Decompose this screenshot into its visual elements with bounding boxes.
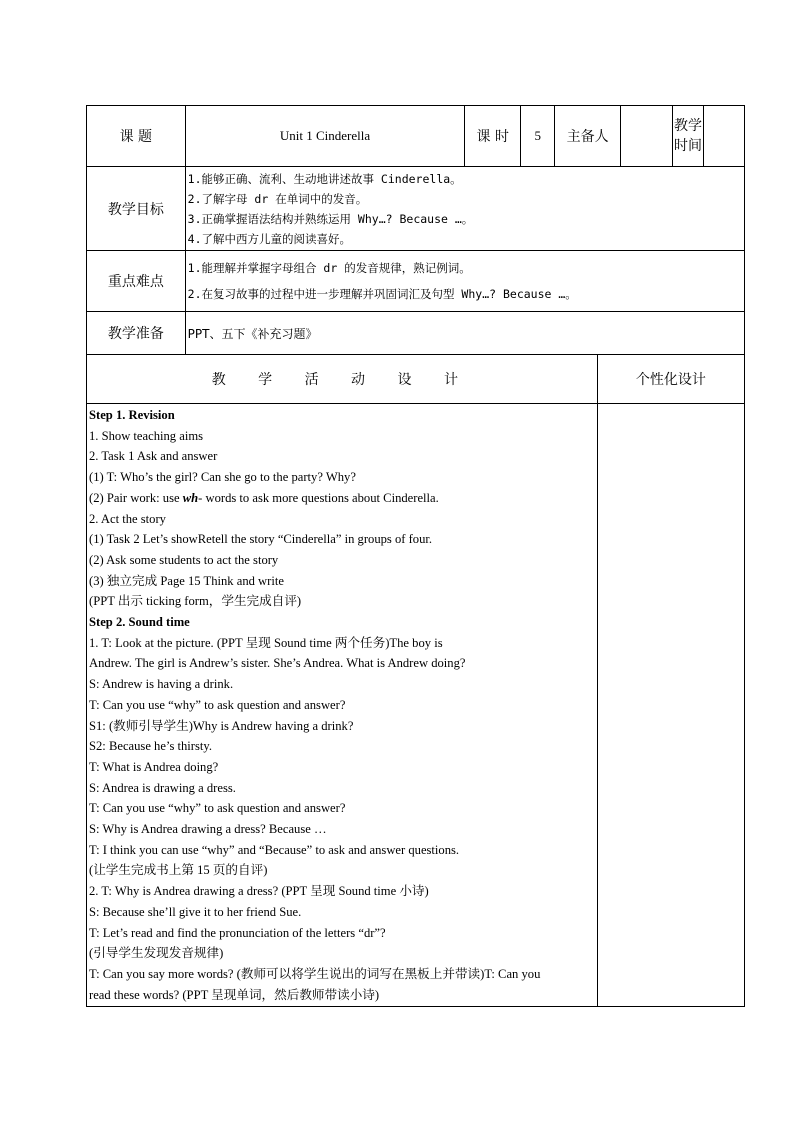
key-point-item: 2.在复习故事的过程中进一步理解并巩固词汇及句型 Why…? Because …。 <box>187 287 577 301</box>
activity-line-text: 2. T: Why is Andrea drawing a dress? (PPT 呈现 Sound time 小诗) <box>89 884 429 899</box>
activity-line <box>89 633 597 654</box>
activity-line-text: - words to ask more questions about Cinderella. <box>198 490 439 505</box>
period-label: 课 时 <box>465 106 521 167</box>
activity-line-text: S: Andrew is having a drink. <box>89 677 234 692</box>
activity-line <box>89 467 597 488</box>
activity-line-text: (引导学生发现发音规律) <box>89 946 224 961</box>
activity-line <box>89 591 597 612</box>
activity-line-text: Andrew. The girl is Andrew’s sister. She’s Andrea. What is Andrew doing? <box>89 656 466 671</box>
activity-line <box>89 881 597 902</box>
activity-line-text: S: Andrea is drawing a dress. <box>89 780 236 795</box>
activity-line-text: T: Let’s read and find the pronunciation of the letters “dr”? <box>89 925 386 940</box>
activity-line <box>89 426 597 447</box>
activity-line <box>89 860 597 881</box>
activity-line <box>89 943 597 964</box>
activity-line <box>89 985 597 1006</box>
activity-line-emphasis: wh <box>182 490 199 505</box>
activity-content <box>87 404 598 1007</box>
goals-list <box>185 167 744 251</box>
activity-line-text: 1. T: Look at the picture. (PPT 呈现 Sound time 两个任务)The boy is <box>89 635 443 650</box>
activity-line <box>89 446 597 467</box>
goal-item: 1.能够正确、流利、生动地讲述故事 Cinderella。 <box>187 171 462 186</box>
activity-line <box>89 529 597 550</box>
activity-line <box>89 923 597 944</box>
goals-label: 教学目标 <box>87 167 186 251</box>
activity-line-text: (1) Task 2 Let’s showRetell the story “Cinderella” in groups of four. <box>89 532 433 547</box>
activity-line-text: (2) Pair work: use <box>89 490 183 505</box>
period-value: 5 <box>521 106 555 167</box>
lesson-plan-table <box>86 105 745 355</box>
activity-line <box>89 778 597 799</box>
preparation-label: 教学准备 <box>87 312 186 355</box>
goal-item: 4.了解中西方儿童的阅读喜好。 <box>187 231 352 246</box>
time-label <box>673 106 704 167</box>
activity-line-text: (让学生完成书上第 15 页的自评) <box>89 863 268 878</box>
activity-line-text: 2. Act the story <box>89 511 166 526</box>
key-points-label: 重点难点 <box>87 251 186 312</box>
activity-line <box>89 819 597 840</box>
preparation-value: PPT、五下《补充习题》 <box>185 312 744 355</box>
activity-line <box>89 736 597 757</box>
activity-line-text: (3) 独立完成 Page 15 Think and write <box>89 573 284 588</box>
activity-design-heading <box>87 355 598 404</box>
activity-line-text: 1. Show teaching aims <box>89 428 204 443</box>
topic-value: Unit 1 Cinderella <box>185 106 465 167</box>
activity-line-text: T: Can you use “why” to ask question and answer? <box>89 697 346 712</box>
preparer-label: 主备人 <box>555 106 621 167</box>
activity-line-text: S2: Because he’s thirsty. <box>89 739 213 754</box>
activity-line-text: 2. Task 1 Ask and answer <box>89 449 218 464</box>
topic-label: 课 题 <box>87 106 186 167</box>
activity-line <box>89 840 597 861</box>
activity-line <box>89 571 597 592</box>
activity-line-text: (PPT 出示 ticking form，学生完成自评) <box>89 594 302 609</box>
activity-lines <box>89 405 597 1005</box>
activity-table <box>86 354 745 1007</box>
activity-line-text: S1: (教师引导学生)Why is Andrew having a drink? <box>89 718 354 733</box>
activity-line-text: (1) T: Who’s the girl? Can she go to the party? Why? <box>89 470 356 485</box>
step-heading <box>89 405 597 426</box>
key-point-item: 1.能理解并掌握字母组合 dr 的发音规律，熟记例词。 <box>187 261 471 275</box>
activity-line <box>89 488 597 509</box>
activity-line <box>89 757 597 778</box>
activity-line-text: T: What is Andrea doing? <box>89 759 219 774</box>
activity-line <box>89 716 597 737</box>
activity-line-text: Step 1. Revision <box>89 408 175 422</box>
activity-line-text: read these words? (PPT 呈现单词，然后教师带读小诗) <box>89 987 380 1002</box>
time-label-line-2: 时间 <box>674 138 703 154</box>
activity-line <box>89 550 597 571</box>
activity-line-text: Step 2. Sound time <box>89 615 190 630</box>
activity-line <box>89 695 597 716</box>
time-value <box>704 106 745 167</box>
activity-line-text: S: Because she’ll give it to her friend Sue. <box>89 904 302 919</box>
activity-line <box>89 674 597 695</box>
activity-line <box>89 902 597 923</box>
activity-line-text: S: Why is Andrea drawing a dress? Because … <box>89 822 327 837</box>
activity-line <box>89 964 597 985</box>
personal-design-cell <box>597 404 744 1007</box>
time-label-line-1: 教学 <box>674 118 703 134</box>
preparer-value <box>621 106 673 167</box>
activity-line <box>89 653 597 674</box>
activity-line-text: (2) Ask some students to act the story <box>89 552 279 567</box>
activity-line-text: T: Can you use “why” to ask question and answer? <box>89 801 346 816</box>
activity-design-label: 教 学 活 动 设 计 <box>211 372 472 388</box>
step-heading <box>89 612 597 633</box>
goal-item: 3.正确掌握语法结构并熟练运用 Why…? Because …。 <box>187 211 474 226</box>
activity-line <box>89 509 597 530</box>
personal-design-heading: 个性化设计 <box>597 355 744 404</box>
activity-line-text: T: Can you say more words? (教师可以将学生说出的词写在黑板上并带读)T: Can you <box>89 966 541 981</box>
key-points-list <box>185 251 744 312</box>
activity-line-text: T: I think you can use “why” and “Because” to ask and answer questions. <box>89 842 460 857</box>
activity-line <box>89 798 597 819</box>
goal-item: 2.了解字母 dr 在单词中的发音。 <box>187 191 368 206</box>
